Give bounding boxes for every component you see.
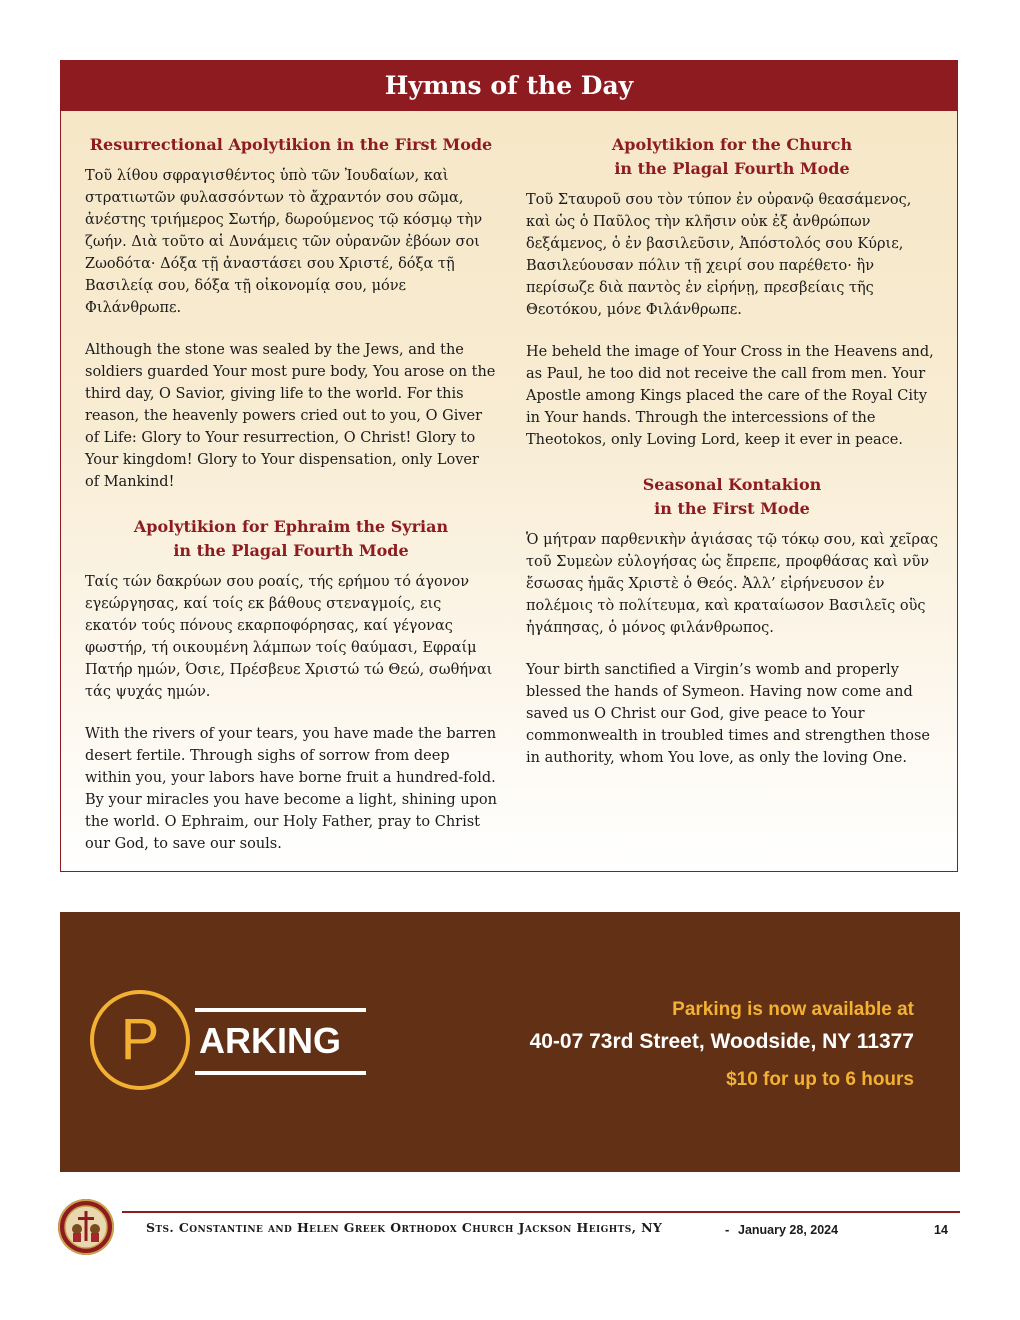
page-number: 14 [934, 1223, 948, 1237]
hymn-english-text: He beheld the image of Your Cross in the Heavens and, as Paul, he too did not receive the call from men. Your Apostle among Kings placed the care of the Royal City in Your hands. Through the intercessions of the Theotokos, only Loving Lord, keep it ever in peace. [526, 344, 934, 448]
right-column [526, 133, 938, 789]
hymn-greek-text: Τοῦ Σταυροῦ σου τὸν τύπον ἐν οὐρανῷ θεασάμενος, καὶ ὡς ὁ Παῦλος τὴν κλῆσιν οὐκ ἐξ ἀνθρώπων δεξάμενος, ὁ ἐν βασιλεῦσιν, Ἀπόστολός σου Κύριε, Βασιλεύουσαν πόλιν τῇ χειρί σου παρέθετο· ἣν περίσωζε διὰ παντὸς ἐν εἰρήνῃ, πρεσβείαις τῆς Θεοτόκου, μόνε Φιλάνθρωπε. [526, 192, 912, 318]
hymn-title-ephraim [85, 515, 497, 563]
hymn-greek-text: Ὁ μήτραν παρθενικὴν ἁγιάσας τῷ τόκῳ σου, καὶ χεῖρας τοῦ Συμεὼν εὐλογήσας ὡς ἔπρεπε, προφθάσας καὶ νῦν ἔσωσας ἡμᾶς Χριστὲ ὁ Θεός. Ἀλλ’ εἰρήνευσον ἐν πολέμοις τὸ πολίτευμα, καὶ κραταίωσον Βασιλεῖς οὓς ἠγάπησας, ὁ μόνος φιλάνθρωπος. [526, 532, 938, 636]
hymns-title: Hymns of the Day [61, 61, 957, 111]
hymns-box [60, 60, 958, 872]
hymn-english-text: With the rivers of your tears, you have made the barren desert fertile. Through sighs of sorrow from deep within you, your labors have borne fruit a hundred-fold. By your miracles you have become a light, shining upon the world. O Ephraim, our Holy Father, pray to Christ our God, to save our souls. [85, 726, 498, 852]
left-column [85, 133, 497, 875]
footer-rule [122, 1211, 960, 1213]
hymn-title-line: in the Plagal Fourth Mode [614, 159, 850, 178]
hymn-title-line: Apolytikion for the Church [611, 135, 853, 154]
parking-address: 40-07 73rd Street, Woodside, NY 11377 [529, 1030, 914, 1053]
footer-separator: - [725, 1222, 730, 1237]
footer-church-name: Sts. Constantine and Helen Greek Orthodox Church Jackson Heights, NY [146, 1220, 663, 1235]
hymn-english-text: Although the stone was sealed by the Jews, and the soldiers guarded Your most pure body, You arose on the third day, O Savior, giving life to the world. For this reason, the heavenly powers cried out to you, O Giver of Life: Glory to Your resurrection, O Christ! Glory to Your kingdom! Glory to Your dispensation, only Lover of Mankind! [85, 342, 496, 490]
parking-banner [60, 912, 960, 1172]
hymn-title-resurrectional [85, 133, 497, 157]
parking-available-text: Parking is now available at [672, 999, 914, 1020]
parking-word: ARKING [199, 1020, 341, 1061]
parking-bottom-rule [195, 1071, 366, 1075]
parking-price: $10 for up to 6 hours [726, 1069, 914, 1090]
hymn-greek-text: Ταίς τών δακρύων σου ροαίς, τής ερήμου τό άγονον εγεώργησας, καί τοίς εκ βάθους στεναγμοίς, εις εκατόν τούς πόνους εκαρποφόρησας, καί γέγονας φωστήρ, τή οικουμένη λάμπων τοίς θαύμασι, Εφραίμ Πατήρ ημών, Όσιε, Πρέσβευε Χριστώ τώ Θεώ, σωθήναι τάς ψυχάς ημών. [85, 574, 493, 700]
parking-info [530, 998, 914, 1092]
parking-p-icon: P [90, 990, 190, 1090]
footer-date: January 28, 2024 [738, 1223, 839, 1237]
parking-top-rule [195, 1008, 366, 1012]
hymn-title-line: Seasonal Kontakion [642, 475, 822, 494]
hymn-title-kontakion [526, 473, 938, 521]
hymn-greek-text: Τοῦ λίθου σφραγισθέντος ὑπὸ τῶν Ἰουδαίων, καὶ στρατιωτῶν φυλασσόντων τὸ ἄχραντόν σου σῶμα, ἀνέστης τριήμερος Σωτήρ, δωρούμενος τῷ κόσμῳ τὴν ζωήν. Διὰ τοῦτο αἱ Δυνάμεις τῶν οὐρανῶν ἐβόων σοι Ζωοδότα· Δόξα τῇ ἀναστάσει σου Χριστέ, δόξα τῇ Βασιλείᾳ σου, δόξα τῇ οἰκονομίᾳ σου, μόνε Φιλάνθρωπε. [85, 168, 483, 316]
hymn-title-line: Apolytikion for Ephraim the Syrian [133, 517, 449, 536]
church-seal-icon [58, 1199, 114, 1255]
hymn-title-line: in the First Mode [654, 499, 810, 518]
hymn-title-line: in the Plagal Fourth Mode [173, 541, 409, 560]
hymn-title-church [526, 133, 938, 181]
hymn-title-line: Resurrectional Apolytikion in the First Mode [89, 135, 493, 154]
hymn-english-text: Your birth sanctified a Virgin’s womb and properly blessed the hands of Symeon. Having now come and saved us O Christ our God, give peace to Your commonwealth in troubled times and strengthen those in authority, whom You love, as only the loving One. [526, 662, 931, 766]
